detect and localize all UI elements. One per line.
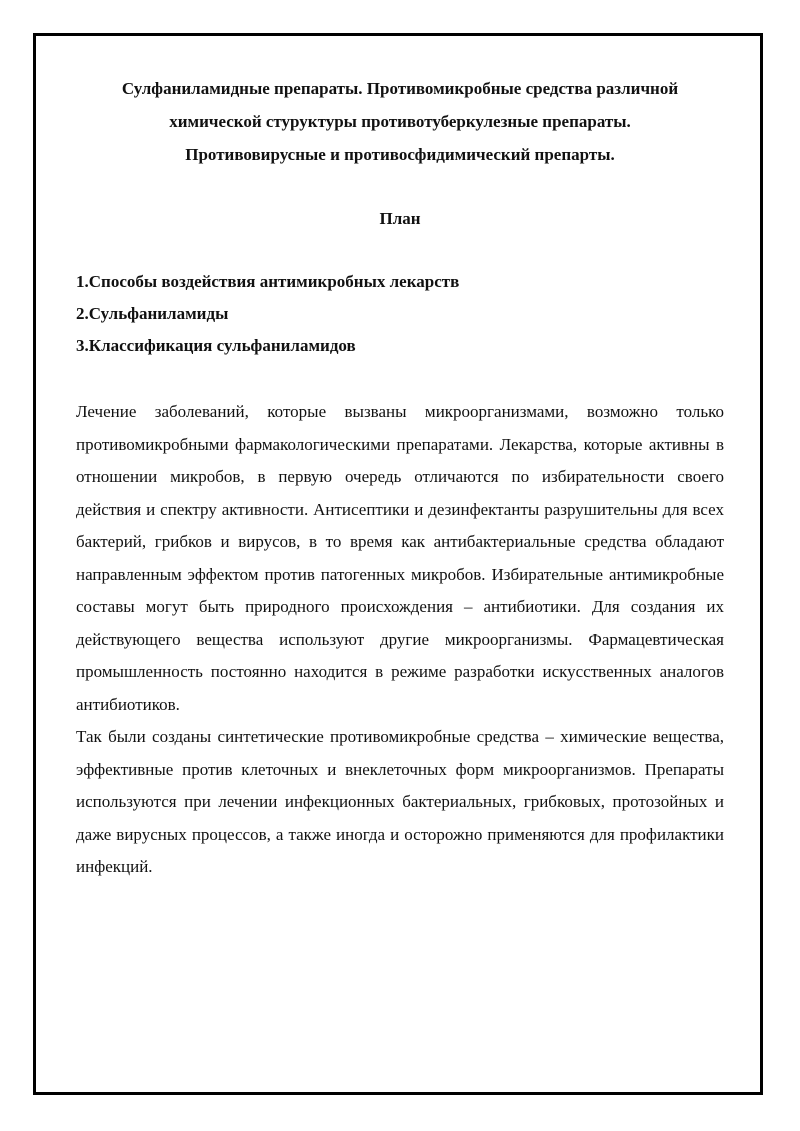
plan-list — [76, 266, 724, 362]
plan-item-2: 2.Сульфаниламиды — [76, 304, 229, 323]
plan-item-1: 1.Способы воздействия антимикробных лекарств — [76, 272, 460, 291]
plan-item-3: 3.Классификация сульфаниламидов — [76, 336, 356, 355]
title-line-2: химической стуруктуры противотуберкулезные препараты. — [169, 112, 631, 131]
plan-heading: План — [379, 209, 421, 228]
title-line-1: Сулфаниламидные препараты. Противомикробные средства различной — [121, 79, 679, 98]
paragraph-2: Так были созданы синтетические противомикробные средства – химические вещества, эффективные против клеточных и внеклеточных форм микроорганизмов. Препараты используются при лечении инфекционных бактериальных, грибковых, протозойных и даже вирусных процессов, а также иногда и осторожно применяются для профилактики инфекций. — [76, 727, 724, 876]
title-line-3: Противовирусные и противосфидимический препарты. — [185, 145, 615, 164]
document-title — [76, 72, 724, 171]
paragraph-1: Лечение заболеваний, которые вызваны микроорганизмами, возможно только противомикробными фармакологическими препаратами. Лекарства, которые активны в отношении микробов, в первую очередь отличаются по избирательности своего действия и спектру активности. Антисептики и дезинфектанты разрушительны для всех бактерий, грибков и вирусов, в то время как антибактериальные средства обладают направленным эффектом против патогенных микробов. Избирательные антимикробные составы могут быть природного происхождения – антибиотики. Для создания их действующего вещества используют другие микроорганизмы. Фармацевтическая промышленность постоянно находится в режиме разработки искусственных аналогов антибиотиков. — [76, 402, 724, 714]
body-text — [76, 396, 724, 884]
